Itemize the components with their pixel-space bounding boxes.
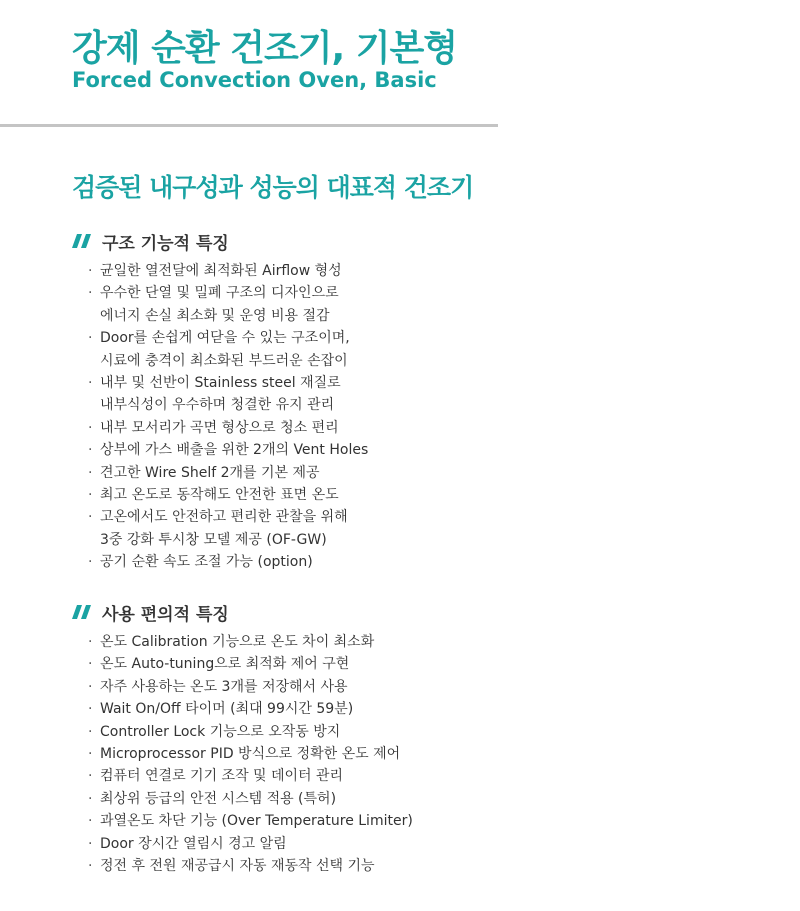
list-item-text: Wait On/Off 타이머 (최대 99시간 59분) (100, 701, 354, 718)
list-item: · 온도 Calibration 기능으로 온도 차이 최소화 (72, 631, 413, 653)
list-item-text: 균일한 열전달에 최적화된 Airflow 형성 (100, 263, 342, 279)
section-header (72, 600, 413, 624)
list-item-text: 고온에서도 안전하고 편리한 관찰을 위해 (100, 509, 348, 526)
page-title-english: Forced Convection Oven, Basic (72, 68, 437, 92)
list-item-text: 최상위 등급의 안전 시스템 적용 (특허) (100, 790, 337, 807)
list-item: · Microprocessor PID 방식으로 정확한 온도 제어 (72, 743, 413, 765)
list-item-text: 우수한 단열 및 밀폐 구조의 디자인으로 (100, 285, 339, 302)
list-item-text: 내부 모서리가 곡면 형상으로 청소 편리 (100, 419, 339, 436)
list-item-text: 상부에 가스 배출을 위한 2개의 Vent Holes (100, 442, 369, 459)
feature-list (72, 631, 413, 877)
list-item: · 최고 온도로 동작해도 안전한 표면 온도 (72, 484, 368, 506)
list-item-text: 컴퓨터 연결로 기기 조작 및 데이터 관리 (100, 768, 344, 785)
page-title-korean: 강제 순환 건조기, 기본형 (72, 28, 458, 69)
list-item: · Wait On/Off 타이머 (최대 99시간 59분) (72, 698, 413, 720)
list-item: · 자주 사용하는 온도 3개를 저장해서 사용 (72, 676, 413, 698)
section-title: 구조 기능적 특징 (102, 233, 229, 254)
list-item: · 최상위 등급의 안전 시스템 적용 (특허) (72, 788, 413, 810)
feature-list (72, 260, 368, 574)
list-item: · 균일한 열전달에 최적화된 Airflow 형성 (72, 260, 368, 282)
list-item-text: 최고 온도로 동작해도 안전한 표면 온도 (100, 487, 339, 504)
list-item: · 내부 및 선반이 Stainless steel 재질로 내부식성이 우수하며 청결한 유지 관리 (72, 372, 368, 417)
list-item-text: 과열온도 차단 기능 (Over Temperature Limiter) (100, 813, 413, 830)
list-item-text: 정전 후 전원 재공급시 자동 재동작 선택 기능 (100, 858, 375, 875)
list-item-text-continued: 에너지 손실 최소화 및 운영 비용 절감 (100, 307, 330, 324)
list-item-text: 내부 및 선반이 Stainless steel 재질로 (100, 375, 341, 392)
list-item: · 정전 후 전원 재공급시 자동 재동작 선택 기능 (72, 855, 413, 877)
list-item-text: 견고한 Wire Shelf 2개를 기본 제공 (100, 464, 320, 481)
list-item: · 견고한 Wire Shelf 2개를 기본 제공 (72, 462, 368, 484)
list-item-text: 자주 사용하는 온도 3개를 저장해서 사용 (100, 678, 348, 695)
list-item-text: 공기 순환 속도 조절 가능 (option) (100, 554, 313, 571)
list-item: · 공기 순환 속도 조절 가능 (option) (72, 551, 368, 573)
list-item: · 고온에서도 안전하고 편리한 관찰을 위해 3중 강화 투시창 모델 제공 (OF-GW) (72, 506, 368, 551)
list-item: · 상부에 가스 배출을 위한 2개의 Vent Holes (72, 439, 368, 461)
list-item: · Door 장시간 열림시 경고 알림 (72, 833, 413, 855)
list-item: · 우수한 단열 및 밀폐 구조의 디자인으로 에너지 손실 최소화 및 운영 비용 절감 (72, 282, 368, 327)
list-item-text-continued: 시료에 충격이 최소화된 부드러운 손잡이 (100, 352, 348, 369)
list-item-text: Controller Lock 기능으로 오작동 방지 (100, 723, 341, 740)
list-item-text: Door 장시간 열림시 경고 알림 (100, 835, 287, 852)
section-header (72, 229, 368, 253)
section-convenience-features (72, 600, 413, 877)
list-item: · Controller Lock 기능으로 오작동 방지 (72, 721, 413, 743)
double-slash-icon (72, 234, 92, 248)
list-item-text-continued: 3중 강화 투시창 모델 제공 (OF-GW) (100, 531, 327, 548)
list-item-text: Door를 손쉽게 여닫을 수 있는 구조이며, (100, 330, 350, 347)
list-item-text-continued: 내부식성이 우수하며 청결한 유지 관리 (100, 397, 335, 414)
page-headline: 검증된 내구성과 성능의 대표적 건조기 (72, 173, 474, 202)
list-item: · 내부 모서리가 곡면 형상으로 청소 편리 (72, 417, 368, 439)
header-divider (0, 124, 498, 127)
list-item-text: Microprocessor PID 방식으로 정확한 온도 제어 (100, 746, 401, 763)
section-title: 사용 편의적 특징 (102, 604, 229, 625)
list-item: · Door를 손쉽게 여닫을 수 있는 구조이며, 시료에 충격이 최소화된 부드러운 손잡이 (72, 327, 368, 372)
list-item: · 컴퓨터 연결로 기기 조작 및 데이터 관리 (72, 765, 413, 787)
list-item: · 온도 Auto-tuning으로 최적화 제어 구현 (72, 653, 413, 675)
list-item-text: 온도 Calibration 기능으로 온도 차이 최소화 (100, 634, 375, 650)
list-item: · 과열온도 차단 기능 (Over Temperature Limiter) (72, 810, 413, 832)
double-slash-icon (72, 605, 92, 619)
list-item-text: 온도 Auto-tuning으로 최적화 제어 구현 (100, 656, 350, 673)
section-structure-features (72, 229, 368, 574)
